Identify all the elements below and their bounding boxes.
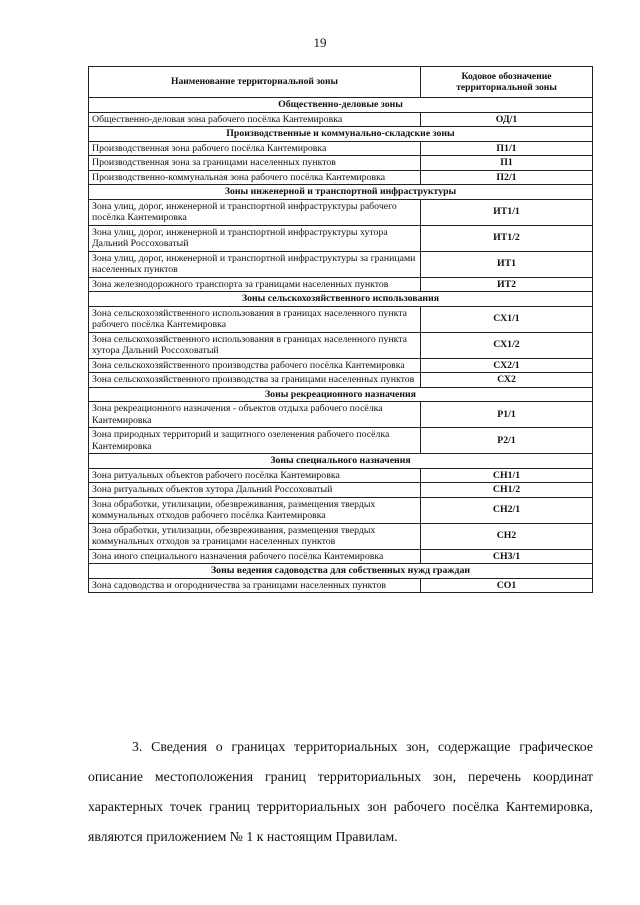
table-row [89,483,593,498]
zone-name-cell: Зона сельскохозяйственного использования в границах населенного пункта хутора Дальний Россоховатый [89,332,421,358]
table-row [89,373,593,388]
zones-table [88,66,593,593]
table-row [89,277,593,292]
section-row [89,387,593,402]
table-row [89,549,593,564]
zone-name-cell: Производственно-коммунальная зона рабочего посёлка Кантемировка [89,170,421,185]
zone-code-cell: ИТ1/2 [421,225,593,251]
zone-code-cell: ОД/1 [421,112,593,127]
zones-table-body [89,98,593,593]
table-row [89,170,593,185]
zone-code-cell: СН2/1 [421,497,593,523]
table-row [89,497,593,523]
section-row [89,454,593,469]
section-row [89,127,593,142]
zone-name-cell: Зона обработки, утилизации, обезвреживания, размещения твердых коммунальных отходов рабочего посёлка Кантемировка [89,497,421,523]
body-paragraph: 3. Сведения о границах территориальных зон, содержащие графическое описание местоположения границ территориальных зон, перечень координат характерных точек границ территориальных зон рабочего посёлка Кантемировка, являются приложением № 1 к настоящим Правилам. [88,739,593,844]
zone-code-cell: СХ1/2 [421,332,593,358]
zone-name-cell: Общественно-деловая зона рабочего посёлка Кантемировка [89,112,421,127]
section-row [89,98,593,113]
table-row [89,251,593,277]
table-row [89,428,593,454]
table-header-row [89,67,593,98]
zone-code-cell: СН1/1 [421,468,593,483]
zone-name-cell: Производственная зона рабочего посёлка Кантемировка [89,141,421,156]
zone-name-cell: Зона рекреационного назначения - объектов отдыха рабочего посёлка Кантемировка [89,402,421,428]
zone-code-cell: П2/1 [421,170,593,185]
section-title: Зоны сельскохозяйственного использования [89,292,593,307]
section-title: Производственные и коммунально-складские зоны [89,127,593,142]
zone-code-cell: СО1 [421,578,593,593]
zone-name-cell: Зона иного специального назначения рабочего посёлка Кантемировка [89,549,421,564]
zone-name-cell: Зона улиц, дорог, инженерной и транспортной инфраструктуры рабочего посёлка Кантемировка [89,199,421,225]
zone-code-cell: Р1/1 [421,402,593,428]
table-row [89,225,593,251]
section-title: Общественно-деловые зоны [89,98,593,113]
zone-code-cell: ИТ1 [421,251,593,277]
zone-code-cell: ИТ1/1 [421,199,593,225]
zone-code-cell: П1/1 [421,141,593,156]
zone-name-cell: Производственная зона за границами населенных пунктов [89,156,421,171]
table-row [89,578,593,593]
zone-name-cell: Зона сельскохозяйственного производства рабочего посёлка Кантемировка [89,358,421,373]
header-zone-name: Наименование территориальной зоны [89,67,421,98]
table-row [89,306,593,332]
zone-code-cell: П1 [421,156,593,171]
zone-name-cell: Зона обработки, утилизации, обезвреживания, размещения твердых коммунальных отходов за границами населенных пунктов [89,523,421,549]
section-title: Зоны ведения садоводства для собственных нужд граждан [89,564,593,579]
zone-name-cell: Зона ритуальных объектов хутора Дальний Россоховатый [89,483,421,498]
table-row [89,141,593,156]
zone-code-cell: СН2 [421,523,593,549]
section-row [89,564,593,579]
table-row [89,523,593,549]
zone-name-cell: Зона садоводства и огородничества за границами населенных пунктов [89,578,421,593]
zone-code-cell: СХ2/1 [421,358,593,373]
section-row [89,185,593,200]
table-row [89,332,593,358]
zone-code-cell: ИТ2 [421,277,593,292]
page-number: 19 [313,35,327,50]
zone-code-cell: СН3/1 [421,549,593,564]
table-row [89,156,593,171]
zone-name-cell: Зона улиц, дорог, инженерной и транспортной инфраструктуры хутора Дальний Россоховатый [89,225,421,251]
zone-name-cell: Зона ритуальных объектов рабочего посёлка Кантемировка [89,468,421,483]
zone-code-cell: СХ2 [421,373,593,388]
zone-name-cell: Зона улиц, дорог, инженерной и транспортной инфраструктуры за границами населенных пунктов [89,251,421,277]
table-row [89,199,593,225]
table-row [89,358,593,373]
zone-code-cell: Р2/1 [421,428,593,454]
zone-name-cell: Зона сельскохозяйственного производства за границами населенных пунктов [89,373,421,388]
zone-name-cell: Зона природных территорий и защитного озеленения рабочего посёлка Кантемировка [89,428,421,454]
zone-code-cell: СХ1/1 [421,306,593,332]
zone-code-cell: СН1/2 [421,483,593,498]
header-zone-code: Кодовое обозначение территориальной зоны [421,67,593,98]
table-row [89,112,593,127]
section-title: Зоны специального назначения [89,454,593,469]
section-title: Зоны рекреационного назначения [89,387,593,402]
zone-name-cell: Зона железнодорожного транспорта за границами населенных пунктов [89,277,421,292]
zone-name-cell: Зона сельскохозяйственного использования в границах населенного пункта рабочего посёлка Кантемировка [89,306,421,332]
table-row [89,402,593,428]
section-title: Зоны инженерной и транспортной инфраструктуры [89,185,593,200]
table-row [89,468,593,483]
section-row [89,292,593,307]
